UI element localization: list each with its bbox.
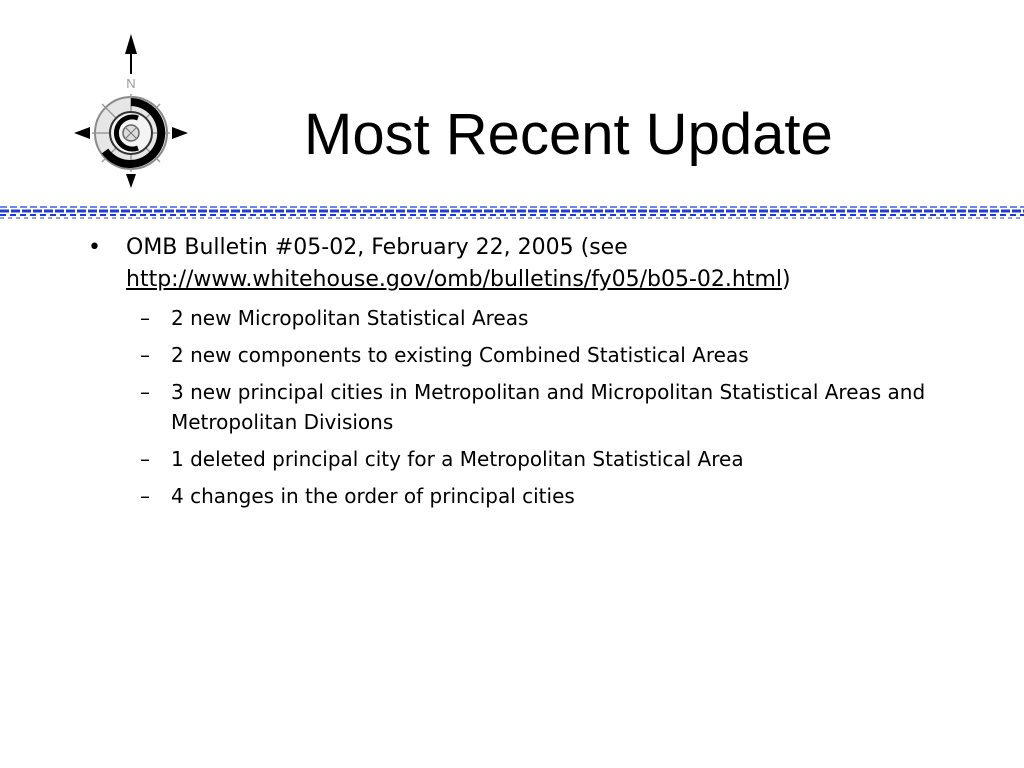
sub-bullet-text: 1 deleted principal city for a Metropolitan Statistical Area — [171, 447, 744, 471]
sub-bullet-marker: – — [140, 484, 150, 508]
sub-bullet-text: 4 changes in the order of principal cities — [171, 484, 575, 508]
bullet-marker: • — [88, 235, 101, 260]
bullet-text — [126, 232, 986, 296]
title-divider — [0, 203, 1024, 221]
bullet-text-main: OMB Bulletin #05-02, February 22, 2005 (see — [126, 235, 628, 260]
sub-bullet-marker: – — [140, 447, 150, 471]
sub-bullet-item — [140, 340, 940, 370]
sub-bullet-item — [140, 377, 940, 437]
sub-bullet-text: 3 new principal cities in Metropolitan and Micropolitan Statistical Areas and Metropolitan Divisions — [171, 380, 926, 434]
sub-bullet-marker: – — [140, 306, 150, 330]
sub-bullet-text: 2 new Micropolitan Statistical Areas — [171, 306, 529, 330]
sub-bullet-marker: – — [140, 343, 150, 367]
compass-north-label: N — [126, 76, 136, 91]
sub-bullet-item — [140, 444, 940, 474]
sub-bullet-item — [140, 303, 940, 333]
bullet-text-close: ) — [782, 267, 791, 292]
compass-icon — [72, 32, 190, 192]
sub-bullet-list — [140, 303, 940, 518]
bulletin-link[interactable]: http://www.whitehouse.gov/omb/bulletins/fy05/b05-02.html — [126, 267, 783, 292]
sub-bullet-text: 2 new components to existing Combined Statistical Areas — [171, 343, 749, 367]
slide-title: Most Recent Update — [304, 102, 833, 167]
sub-bullet-item — [140, 481, 940, 511]
sub-bullet-marker: – — [140, 380, 150, 404]
